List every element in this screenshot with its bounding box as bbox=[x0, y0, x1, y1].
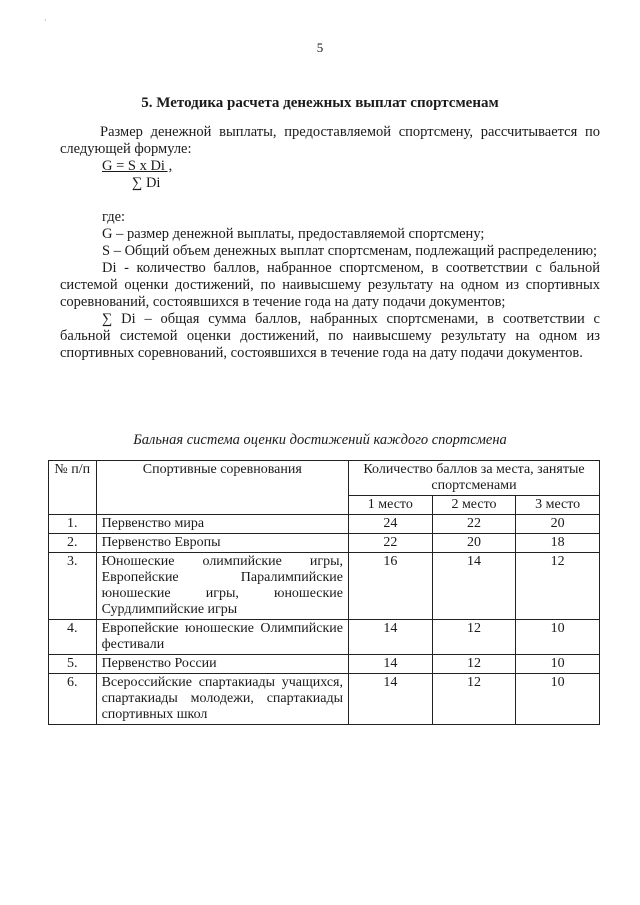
definition-s: S – Общий объем денежных выплат спортсменам, подлежащий распределению; bbox=[102, 243, 598, 259]
table-row bbox=[49, 655, 600, 674]
definitions bbox=[60, 209, 600, 362]
intro-paragraph bbox=[60, 124, 600, 158]
definition-where: где: bbox=[102, 209, 126, 225]
header-place-3: 3 место bbox=[516, 496, 600, 515]
row-competition: Европейские юношеские Олимпийские фестивали bbox=[96, 620, 348, 655]
row-points-1: 22 bbox=[349, 534, 433, 553]
table-caption: Бальная система оценки достижений каждого спортсмена bbox=[133, 432, 507, 448]
row-points-2: 14 bbox=[432, 553, 516, 620]
row-points-3: 10 bbox=[516, 620, 600, 655]
definition-di: Di - количество баллов, набранное спортсменом, в соответствии с бальной системой оценки достижений, по наивысшему результату на одном из спортивных соревнований, состоявшихся в течение года на дату подачи документов; bbox=[60, 260, 600, 310]
table-row bbox=[49, 620, 600, 655]
row-points-2: 12 bbox=[432, 674, 516, 725]
row-points-3: 20 bbox=[516, 515, 600, 534]
table-row bbox=[49, 674, 600, 725]
row-points-3: 10 bbox=[516, 674, 600, 725]
row-number: 3. bbox=[49, 553, 97, 620]
header-no: № п/п bbox=[49, 461, 97, 515]
scan-speck: · bbox=[44, 16, 47, 25]
row-competition: Первенство мира bbox=[96, 515, 348, 534]
row-number: 1. bbox=[49, 515, 97, 534]
formula-numerator: G = S x Di , bbox=[102, 158, 173, 174]
header-competition: Спортивные соревнования bbox=[96, 461, 348, 515]
row-number: 5. bbox=[49, 655, 97, 674]
header-place-1: 1 место bbox=[349, 496, 433, 515]
row-points-2: 20 bbox=[432, 534, 516, 553]
row-competition: Юношеские олимпийские игры, Европейские Паралимпийские юношеские игры, юношеские Сурдлимпийские игры bbox=[96, 553, 348, 620]
formula bbox=[102, 158, 173, 191]
section-title: 5. Методика расчета денежных выплат спортсменам bbox=[141, 95, 499, 111]
formula-denominator: ∑ Di bbox=[132, 175, 161, 191]
row-points-3: 18 bbox=[516, 534, 600, 553]
definition-g: G – размер денежной выплаты, предоставляемой спортсмену; bbox=[102, 226, 485, 242]
row-points-3: 10 bbox=[516, 655, 600, 674]
table-row bbox=[49, 515, 600, 534]
row-points-2: 12 bbox=[432, 655, 516, 674]
points-table bbox=[48, 460, 600, 725]
header-points: Количество баллов за места, занятые спортсменами bbox=[349, 461, 600, 496]
row-points-1: 24 bbox=[349, 515, 433, 534]
header-place-2: 2 место bbox=[432, 496, 516, 515]
table-row bbox=[49, 534, 600, 553]
row-competition: Первенство России bbox=[96, 655, 348, 674]
row-number: 2. bbox=[49, 534, 97, 553]
row-points-1: 16 bbox=[349, 553, 433, 620]
definition-sum-di: ∑ Di – общая сумма баллов, набранных спортсменами, в соответствии с бальной системой оценки достижений, по наивысшему результату на одном из спортивных соревнований, состоявшихся в течение года на дату подачи документов. bbox=[60, 311, 600, 361]
intro-text: Размер денежной выплаты, предоставляемой спортсмену, рассчитывается по следующей формуле: bbox=[60, 124, 600, 157]
row-points-1: 14 bbox=[349, 674, 433, 725]
row-number: 6. bbox=[49, 674, 97, 725]
page-number: 5 bbox=[316, 40, 324, 55]
row-points-1: 14 bbox=[349, 620, 433, 655]
table-row bbox=[49, 553, 600, 620]
table-header-row bbox=[49, 461, 600, 496]
row-points-2: 22 bbox=[432, 515, 516, 534]
row-competition: Всероссийские спартакиады учащихся, спартакиады молодежи, спартакиады спортивных школ bbox=[96, 674, 348, 725]
row-points-1: 14 bbox=[349, 655, 433, 674]
row-number: 4. bbox=[49, 620, 97, 655]
row-competition: Первенство Европы bbox=[96, 534, 348, 553]
row-points-2: 12 bbox=[432, 620, 516, 655]
row-points-3: 12 bbox=[516, 553, 600, 620]
